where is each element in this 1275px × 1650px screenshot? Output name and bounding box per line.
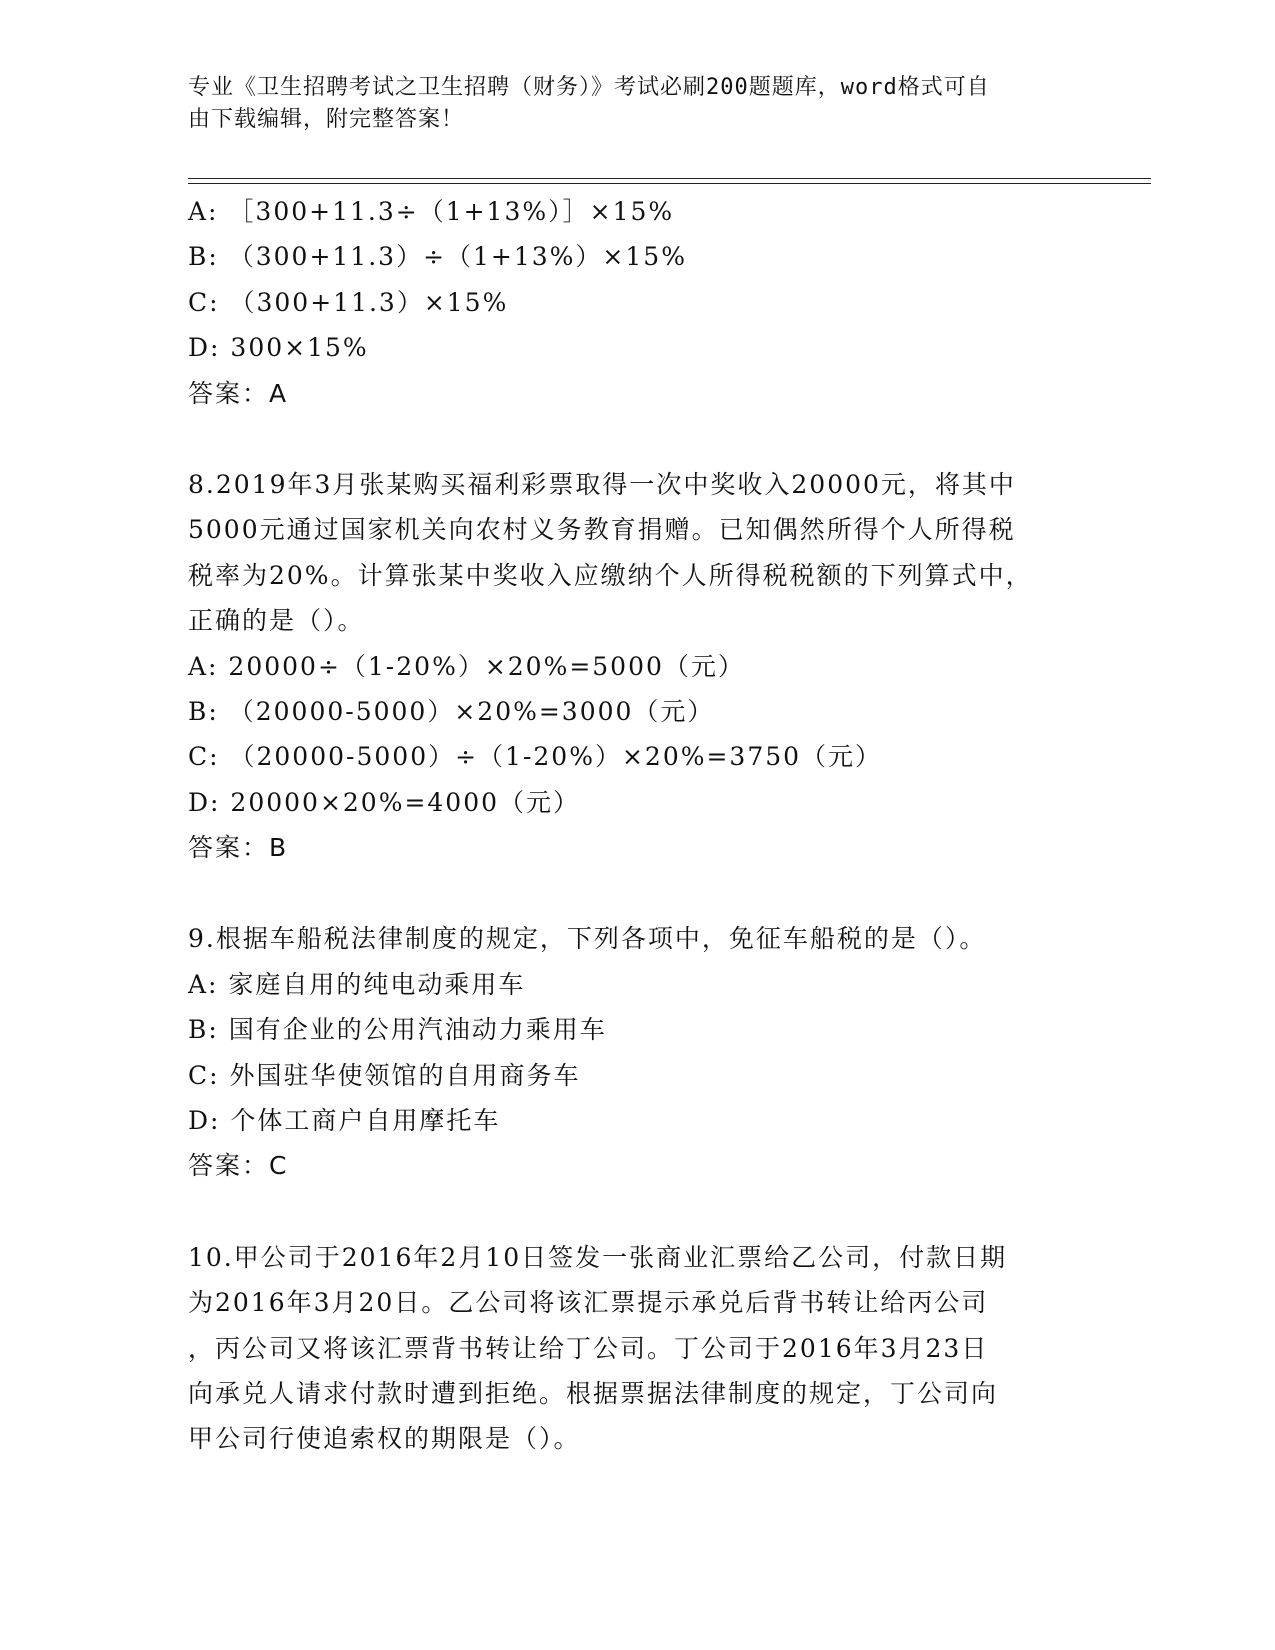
question-stem-line: 为2016年3月20日。乙公司将该汇票提示承兑后背书转让给丙公司 bbox=[188, 1288, 989, 1318]
question-stem-line: 5000元通过国家机关向农村义务教育捐赠。已知偶然所得个人所得税 bbox=[188, 515, 1016, 545]
question-stem-line: 8.2019年3月张某购买福利彩票取得一次中奖收入20000元，将其中 bbox=[188, 469, 1016, 499]
question-stem-line: 甲公司行使追索权的期限是（）。 bbox=[188, 1424, 581, 1454]
option-b: B: （20000-5000）×20%=3000（元） bbox=[188, 696, 715, 726]
option-a: A: 20000÷（1-20%）×20%=5000（元） bbox=[188, 651, 745, 681]
option-d: D: 300×15% bbox=[188, 333, 369, 363]
document-header bbox=[188, 72, 1088, 136]
answer: 答案：C bbox=[188, 1151, 289, 1181]
option-d: D: 20000×20%=4000（元） bbox=[188, 787, 581, 817]
header-divider bbox=[188, 178, 1151, 184]
option-a: A: 家庭自用的纯电动乘用车 bbox=[188, 969, 526, 999]
question-8 bbox=[188, 462, 1088, 871]
answer: 答案：B bbox=[188, 833, 289, 863]
option-b: B: 国有企业的公用汽油动力乘用车 bbox=[188, 1015, 607, 1045]
header-line-1: 专业《卫生招聘考试之卫生招聘（财务）》考试必刷200题题库，word格式可自 bbox=[188, 75, 990, 100]
option-b: B: （300+11.3）÷（1+13%）×15% bbox=[188, 242, 687, 272]
question-stem-line: 10.甲公司于2016年2月10日签发一张商业汇票给乙公司，付款日期 bbox=[188, 1242, 1008, 1272]
question-9 bbox=[188, 916, 1088, 1188]
option-a: A: ［300+11.3÷（1+13%）］×15% bbox=[188, 197, 675, 226]
answer: 答案：A bbox=[188, 378, 289, 408]
option-c: C: （20000-5000）÷（1-20%）×20%=3750（元） bbox=[188, 742, 883, 772]
question-10 bbox=[188, 1235, 1088, 1462]
option-c: C: （300+11.3）×15% bbox=[188, 287, 509, 317]
question-stem-line: 9.根据车船税法律制度的规定，下列各项中，免征车船税的是（）。 bbox=[188, 924, 987, 954]
header-line-2: 由下载编辑，附完整答案！ bbox=[188, 107, 465, 132]
document-body bbox=[188, 189, 1088, 1462]
question-stem-line: 正确的是（）。 bbox=[188, 606, 365, 636]
question-7-tail bbox=[188, 189, 1088, 416]
option-c: C: 外国驻华使领馆的自用商务车 bbox=[188, 1060, 581, 1090]
option-d: D: 个体工商户自用摩托车 bbox=[188, 1106, 501, 1136]
question-stem-line: 向承兑人请求付款时遭到拒绝。根据票据法律制度的规定，丁公司向 bbox=[188, 1378, 999, 1408]
question-stem-line: ，丙公司又将该汇票背书转让给丁公司。丁公司于2016年3月23日 bbox=[188, 1333, 989, 1363]
question-stem-line: 税率为20%。计算张某中奖收入应缴纳个人所得税税额的下列算式中， bbox=[188, 560, 1033, 590]
